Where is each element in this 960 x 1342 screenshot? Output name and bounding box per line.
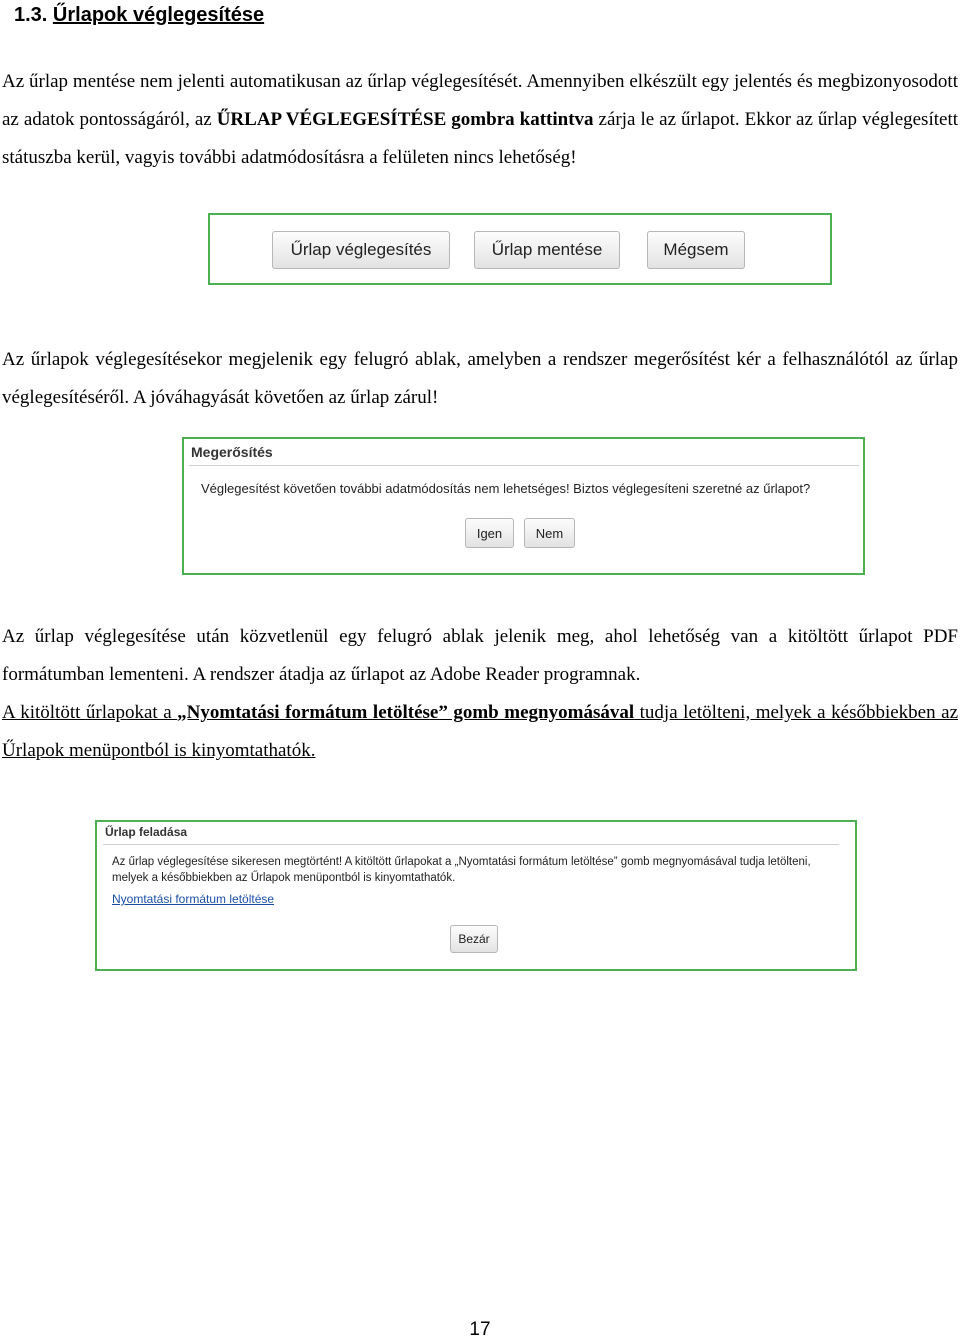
para1-bold-action: gombra kattintva	[451, 109, 594, 130]
para1-bold-button-name: ŰRLAP VÉGLEGESÍTÉSE	[216, 109, 447, 130]
submit-dialog-message-line2: melyek a későbbiekben az Űrlapok menüpontból is kinyomtathatók.	[112, 872, 456, 884]
close-button[interactable]: Bezár	[450, 925, 498, 953]
confirm-dialog-title: Megerősítés	[191, 444, 273, 460]
confirm-dialog-screenshot	[182, 437, 865, 575]
finalize-form-button[interactable]: Űrlap véglegesítés	[272, 231, 450, 269]
paragraph-pdf: Az űrlap véglegesítése után közvetlenül egy felugró ablak jelenik meg, ahol lehetőség van a kitöltött űrlapot PDF formátumban lementeni. A rendszer átadja az űrlapot az Adobe Reader programnak.	[2, 626, 958, 685]
para4-bold: „Nyomtatási formátum letöltése” gomb megnyomásával	[177, 702, 635, 723]
confirm-dialog-divider	[189, 465, 859, 466]
submit-dialog-title: Űrlap feladása	[105, 825, 188, 839]
submit-dialog-divider	[103, 844, 839, 845]
paragraph-download	[2, 694, 958, 770]
section-number: 1.3.	[14, 4, 48, 26]
para4-text: A kitöltött űrlapokat a	[2, 702, 178, 723]
submit-dialog-screenshot	[95, 820, 857, 971]
cancel-button[interactable]: Mégsem	[647, 231, 745, 269]
section-title: Űrlapok véglegesítése	[52, 4, 265, 26]
confirm-dialog-message: Véglegesítést követően további adatmódosítás nem lehetséges! Biztos véglegesíteni szeretné az űrlapot?	[201, 481, 811, 496]
para1-text-end: zárja le az űrlapot. Ekkor az űrlap véglegesített státuszba kerül, vagyis további adatmódosításra a felületen nincs lehetőség!	[2, 109, 959, 168]
download-print-format-link[interactable]: Nyomtatási formátum letöltése	[112, 892, 275, 906]
section-heading	[14, 4, 264, 27]
paragraph-intro	[2, 63, 958, 177]
page-number: 17	[469, 1319, 491, 1340]
submit-dialog-message	[112, 854, 811, 886]
no-button[interactable]: Nem	[524, 518, 575, 548]
save-form-button[interactable]: Űrlap mentése	[474, 231, 620, 269]
submit-dialog-message-line1: Az űrlap véglegesítése sikeresen megtörtént! A kitöltött űrlapokat a „Nyomtatási formátum letöltése” gomb megnyomásával tudja letölteni,	[112, 856, 811, 868]
yes-button[interactable]: Igen	[465, 518, 514, 548]
toolbar-screenshot	[208, 213, 832, 285]
paragraph-confirmation: Az űrlapok véglegesítésekor megjelenik egy felugró ablak, amelyben a rendszer megerősítést kér a felhasználótól az űrlap véglegesítéséről. A jóváhagyását követően az űrlap zárul!	[2, 349, 958, 408]
para1-text: Az űrlap mentése nem jelenti automatikusan az űrlap véglegesítését. Amennyiben elkészült egy jelentés és megbizonyosodott az adatok pontosságáról, az	[2, 71, 958, 130]
para4-text-end: tudja letölteni, melyek a későbbiekben az Űrlapok menüpontból is kinyomtathatók.	[2, 702, 959, 761]
